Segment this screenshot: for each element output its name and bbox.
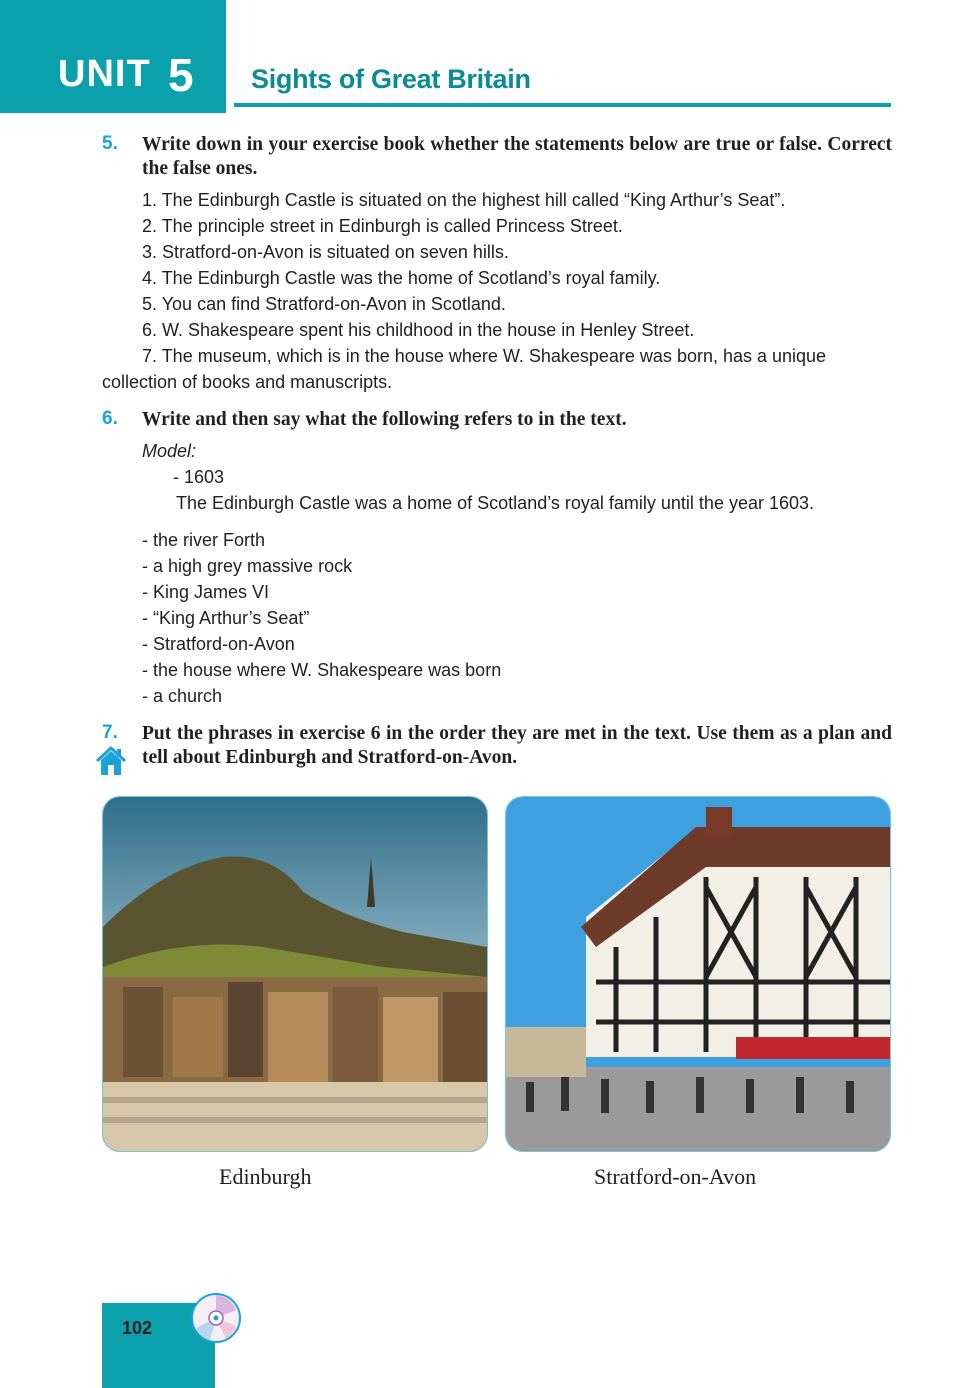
statement-6: 6. W. Shakespeare spent his childhood in the house in Henley Street. [142,320,695,340]
exercise-7-instruction: Put the phrases in exercise 6 in the order they are met in the text. Use them as a plan and tell about Edinburgh and Stratford-on-Avon. [142,723,892,768]
statement-3: 3. Stratford-on-Avon is situated on seven hills. [142,242,509,262]
edinburgh-photo [102,796,488,1152]
exercise-5-instruction: Write down in your exercise book whether the statements below are true or false. Correct the false ones. [142,134,892,179]
list-item: - the house where W. Shakespeare was born [142,660,502,680]
exercise-6-number: 6. [102,408,118,429]
edinburgh-caption: Edinburgh [219,1164,312,1189]
list-item: - Stratford-on-Avon [142,634,295,654]
stratford-caption: Stratford-on-Avon [594,1164,757,1189]
statement-5: 5. You can find Stratford-on-Avon in Scotland. [142,294,506,314]
unit-number: 5 [168,49,194,101]
statement-4: 4. The Edinburgh Castle was the home of Scotland’s royal family. [142,268,661,288]
page-number: 102 [122,1318,153,1338]
house-icon [95,745,127,777]
list-item: - a church [142,686,223,706]
exercise-7-number: 7. [102,722,118,743]
list-item: - “King Arthur’s Seat” [142,608,310,628]
model-label: Model: [142,441,197,461]
model-item: - 1603 [173,467,225,487]
stratford-photo [505,796,891,1152]
cd-icon [190,1292,242,1344]
statement-1: 1. The Edinburgh Castle is situated on the highest hill called “King Arthur’s Seat”. [142,190,786,210]
model-answer: The Edinburgh Castle was a home of Scotland’s royal family until the year 1603. [176,493,815,513]
page-title: Sights of Great Britain [251,64,531,94]
list-item: - King James VI [142,582,270,602]
statement-2: 2. The principle street in Edinburgh is called Princess Street. [142,216,623,236]
statement-7-continued: collection of books and manuscripts. [102,372,393,392]
exercise-5-number: 5. [102,133,118,154]
unit-header-block [0,0,226,113]
title-divider [234,103,891,107]
list-item: - a high grey massive rock [142,556,353,576]
statement-7: 7. The museum, which is in the house where W. Shakespeare was born, has a unique [142,346,827,366]
unit-word: UNIT [58,53,151,95]
exercise-6-instruction: Write and then say what the following refers to in the text. [142,409,627,430]
list-item: - the river Forth [142,530,266,550]
